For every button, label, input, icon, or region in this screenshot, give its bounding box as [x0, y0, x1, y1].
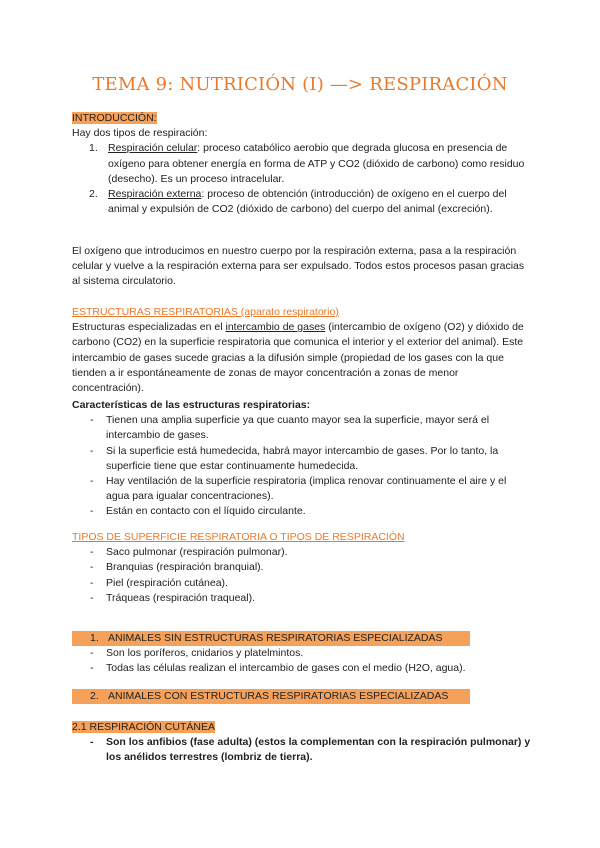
list-item-text: : proceso de obtención (introducción) de oxígeno en el cuerpo del animal y expulsión de CO2 (dióxido de carbono) del cuerpo del animal (excreción). [108, 188, 507, 216]
list-item-text: Tienen una amplia superficie ya que cuanto mayor sea la superficie, mayor será el intercambio de gases. [106, 414, 490, 442]
list-item [72, 444, 532, 474]
dash-marker: - [90, 576, 94, 589]
dash-marker: - [90, 591, 94, 604]
list-item [72, 646, 532, 661]
intro-heading: INTRODUCCIÓN: [72, 112, 157, 124]
dash-marker: - [90, 736, 94, 749]
list-number: 2. [89, 188, 98, 201]
list-item-text: Están en contacto con el líquido circulante. [106, 505, 306, 518]
dash-marker: - [90, 444, 94, 457]
dash-marker: - [90, 505, 94, 518]
caracteristicas-heading: Características de las estructuras respiratorias: [72, 399, 311, 411]
sin-estructuras-section [72, 631, 532, 677]
heading-number: 2. [90, 690, 99, 702]
list-item [72, 576, 532, 591]
dash-marker: - [90, 561, 94, 574]
intro-section [72, 111, 532, 217]
list-item-text: Branquias (respiración branquial). [106, 561, 264, 574]
term-intercambio-gases: intercambio de gases [225, 321, 326, 334]
list-number: 1. [89, 142, 98, 155]
dash-marker: - [90, 475, 94, 488]
list-item [72, 591, 532, 606]
list-item-text: Tráqueas (respiración traqueal). [106, 591, 256, 604]
list-item-text: : proceso catabólico aerobio que degrada glucosa en presencia de oxígeno para obtener energía en forma de ATP y CO2 (dióxido de carbono) como residuo (desecho). Es un proceso intracelular. [108, 142, 525, 185]
estructuras-paragraph [72, 320, 532, 396]
cutanea-heading: 2.1 RESPIRACIÓN CUTÁNEA [72, 721, 215, 733]
text-run: (intercambio de oxígeno (O2) y dióxido de carbono (CO2) en la superficie respiratoria que comunica el interior y el exterior del animal). Este intercambio de gases sucede gracias a la difusión simple (propiedad de los gases con la que tienden a ir espontáneamente de zonas de mayor concentración a zonas de menor concentración). [72, 321, 524, 395]
cutanea-section [72, 720, 532, 766]
list-item-text: Piel (respiración cutánea). [106, 576, 228, 589]
list-item [72, 545, 532, 560]
list-item [72, 735, 532, 765]
heading-text: ANIMALES CON ESTRUCTURAS RESPIRATORIAS ESPECIALIZADAS [108, 690, 449, 702]
heading-number: 1. [90, 632, 99, 644]
list-item [72, 474, 532, 504]
list-item [72, 560, 532, 575]
dash-marker: - [90, 546, 94, 559]
tipos-section [72, 530, 532, 606]
caracteristicas-section [72, 398, 532, 520]
list-item [72, 187, 532, 217]
sin-estructuras-heading [72, 631, 470, 646]
page-title: TEMA 9: NUTRICIÓN (I) —> RESPIRACIÓN [92, 74, 508, 95]
list-item-text: Son los poríferos, cnidarios y platelmintos. [106, 647, 304, 660]
heading-text: ANIMALES SIN ESTRUCTURAS RESPIRATORIAS ESPECIALIZADAS [108, 632, 443, 644]
list-item-text: Son los anfibios (fase adulta) (estos la complementan con la respiración pulmonar) y los anélidos terrestres (lombriz de tierra). [106, 736, 531, 764]
con-estructuras-heading [72, 689, 470, 704]
term-respiracion-externa: Respiración externa [108, 188, 202, 201]
list-item-text: Saco pulmonar (respiración pulmonar). [106, 546, 288, 559]
estructuras-heading: ESTRUCTURAS RESPIRATORIAS (aparato respiratorio) [72, 306, 339, 318]
con-estructuras-section [72, 689, 532, 704]
list-item [72, 661, 532, 676]
list-item-text: Si la superficie está humedecida, habrá mayor intercambio de gases. Por lo tanto, la superficie tiene que estar continuamente humedecida. [106, 444, 499, 472]
list-item [72, 413, 532, 443]
list-item-text: Todas las células realizan el intercambio de gases con el medio (H2O, agua). [106, 662, 466, 675]
dash-marker: - [90, 662, 94, 675]
list-item [72, 504, 532, 519]
intro-lead: Hay dos tipos de respiración: [72, 127, 208, 140]
list-item [72, 141, 532, 187]
text-run: Estructuras especializadas en el [72, 321, 226, 334]
dash-marker: - [90, 414, 94, 427]
dash-marker: - [90, 647, 94, 660]
estructuras-section [72, 305, 532, 396]
tipos-heading: TIPOS DE SUPERFICIE RESPIRATORIA O TIPOS DE RESPIRACIÓN [72, 531, 405, 543]
intro-paragraph: El oxígeno que introducimos en nuestro cuerpo por la respiración externa, pasa a la respiración celular y vuelve a la respiración externa para ser expulsado. Todos estos procesos pasan gracias al sistema circulatorio. [72, 245, 525, 288]
list-item-text: Hay ventilación de la superficie respiratoria (implica renovar continuamente el aire y el agua para igualar concentraciones). [106, 475, 507, 503]
term-respiracion-celular: Respiración celular [108, 142, 198, 155]
